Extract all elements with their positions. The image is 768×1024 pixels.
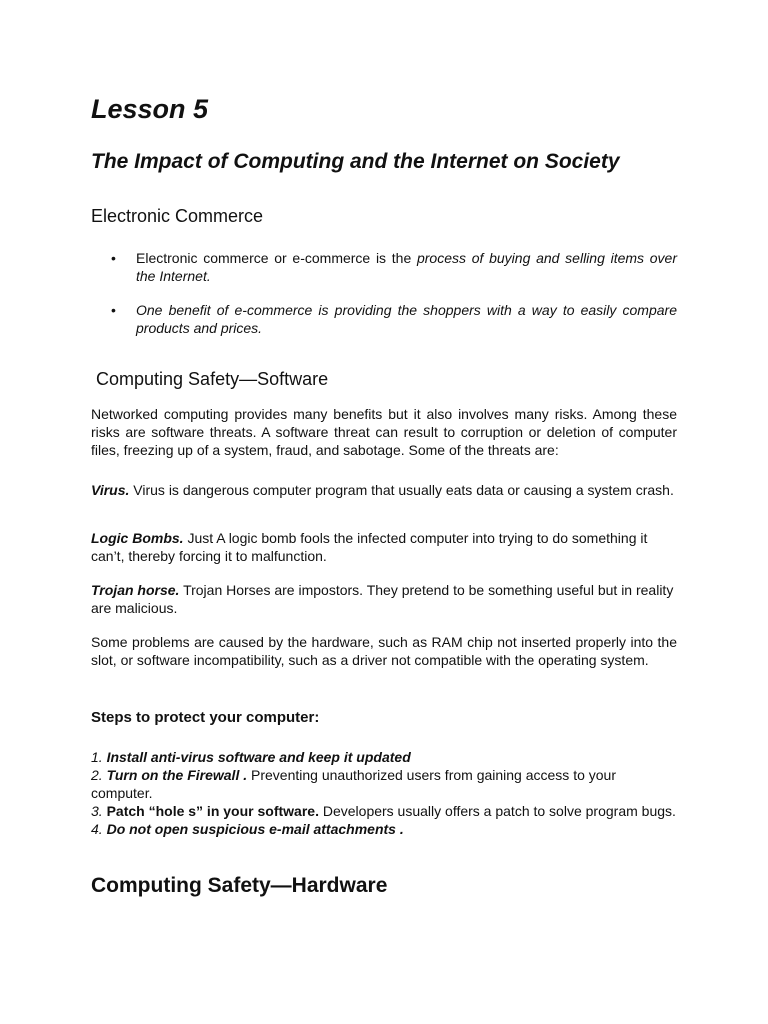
steps-heading: Steps to protect your computer: (91, 709, 320, 726)
lesson-title: Lesson 5 (91, 94, 209, 124)
step-item (91, 766, 677, 802)
step-item (91, 820, 677, 838)
step-title: Patch “hole s” in your software. (102, 803, 319, 819)
hardware-problems-paragraph: Some problems are caused by the hardware, such as RAM chip not inserted properly into the slot, or software incompatibility, such as a driver not compatible with the operating system. (91, 634, 677, 668)
threat-term: Logic Bombs. (91, 530, 184, 546)
step-item (91, 748, 677, 766)
section-heading-hardware-safety: Computing Safety—Hardware (91, 874, 388, 897)
list-item (91, 249, 677, 285)
steps-list (91, 748, 677, 838)
step-title: Do not open suspicious e-mail attachments . (102, 821, 404, 837)
step-number: 1. (91, 749, 103, 765)
step-title: Turn on the Firewall . (102, 767, 248, 783)
bullet-icon: • (111, 302, 116, 318)
threat-description: Trojan Horses are impostors. They pretend to be something useful but in reality are malicious. (91, 582, 674, 616)
bullet-text-emphasis: One benefit of e-commerce is providing the shoppers with a way to easily compare products and prices. (136, 302, 677, 336)
step-number: 2. (91, 767, 103, 783)
bullet-text-emphasis: process of buying and selling items over the Internet. (136, 250, 677, 284)
threat-term: Trojan horse. (91, 582, 180, 598)
section-heading-ecommerce: Electronic Commerce (91, 206, 264, 226)
step-number: 3. (91, 803, 103, 819)
threat-virus (91, 481, 677, 499)
threat-description: Virus is dangerous computer program that usually eats data or causing a system crash. (129, 482, 674, 498)
list-item (91, 301, 677, 337)
step-number: 4. (91, 821, 103, 837)
bullet-icon: • (111, 250, 116, 266)
bullet-text: Electronic commerce or e-commerce is the (136, 250, 417, 266)
threat-logic-bombs (91, 529, 677, 565)
lesson-subtitle: The Impact of Computing and the Internet on Society (91, 150, 620, 173)
threat-trojan-horse (91, 581, 677, 617)
threat-description: Just A logic bomb fools the infected computer into trying to do something it can’t, thereby forcing it to malfunction. (91, 530, 648, 564)
step-text: Preventing unauthorized users from gaining access to your computer. (91, 767, 616, 801)
ecommerce-bullet-list (91, 249, 677, 353)
step-item (91, 802, 677, 820)
software-threats-intro: Networked computing provides many benefits but it also involves many risks. Among these risks are software threats. A software threat can result to corruption or deletion of computer files, freezing up of a system, fraud, and sabotage. Some of the threats are: (91, 406, 677, 458)
section-heading-software-safety: Computing Safety—Software (96, 369, 329, 389)
threat-term: Virus. (91, 482, 130, 498)
step-text: Developers usually offers a patch to solve program bugs. (318, 803, 676, 819)
step-title: Install anti-virus software and keep it updated (102, 749, 411, 765)
